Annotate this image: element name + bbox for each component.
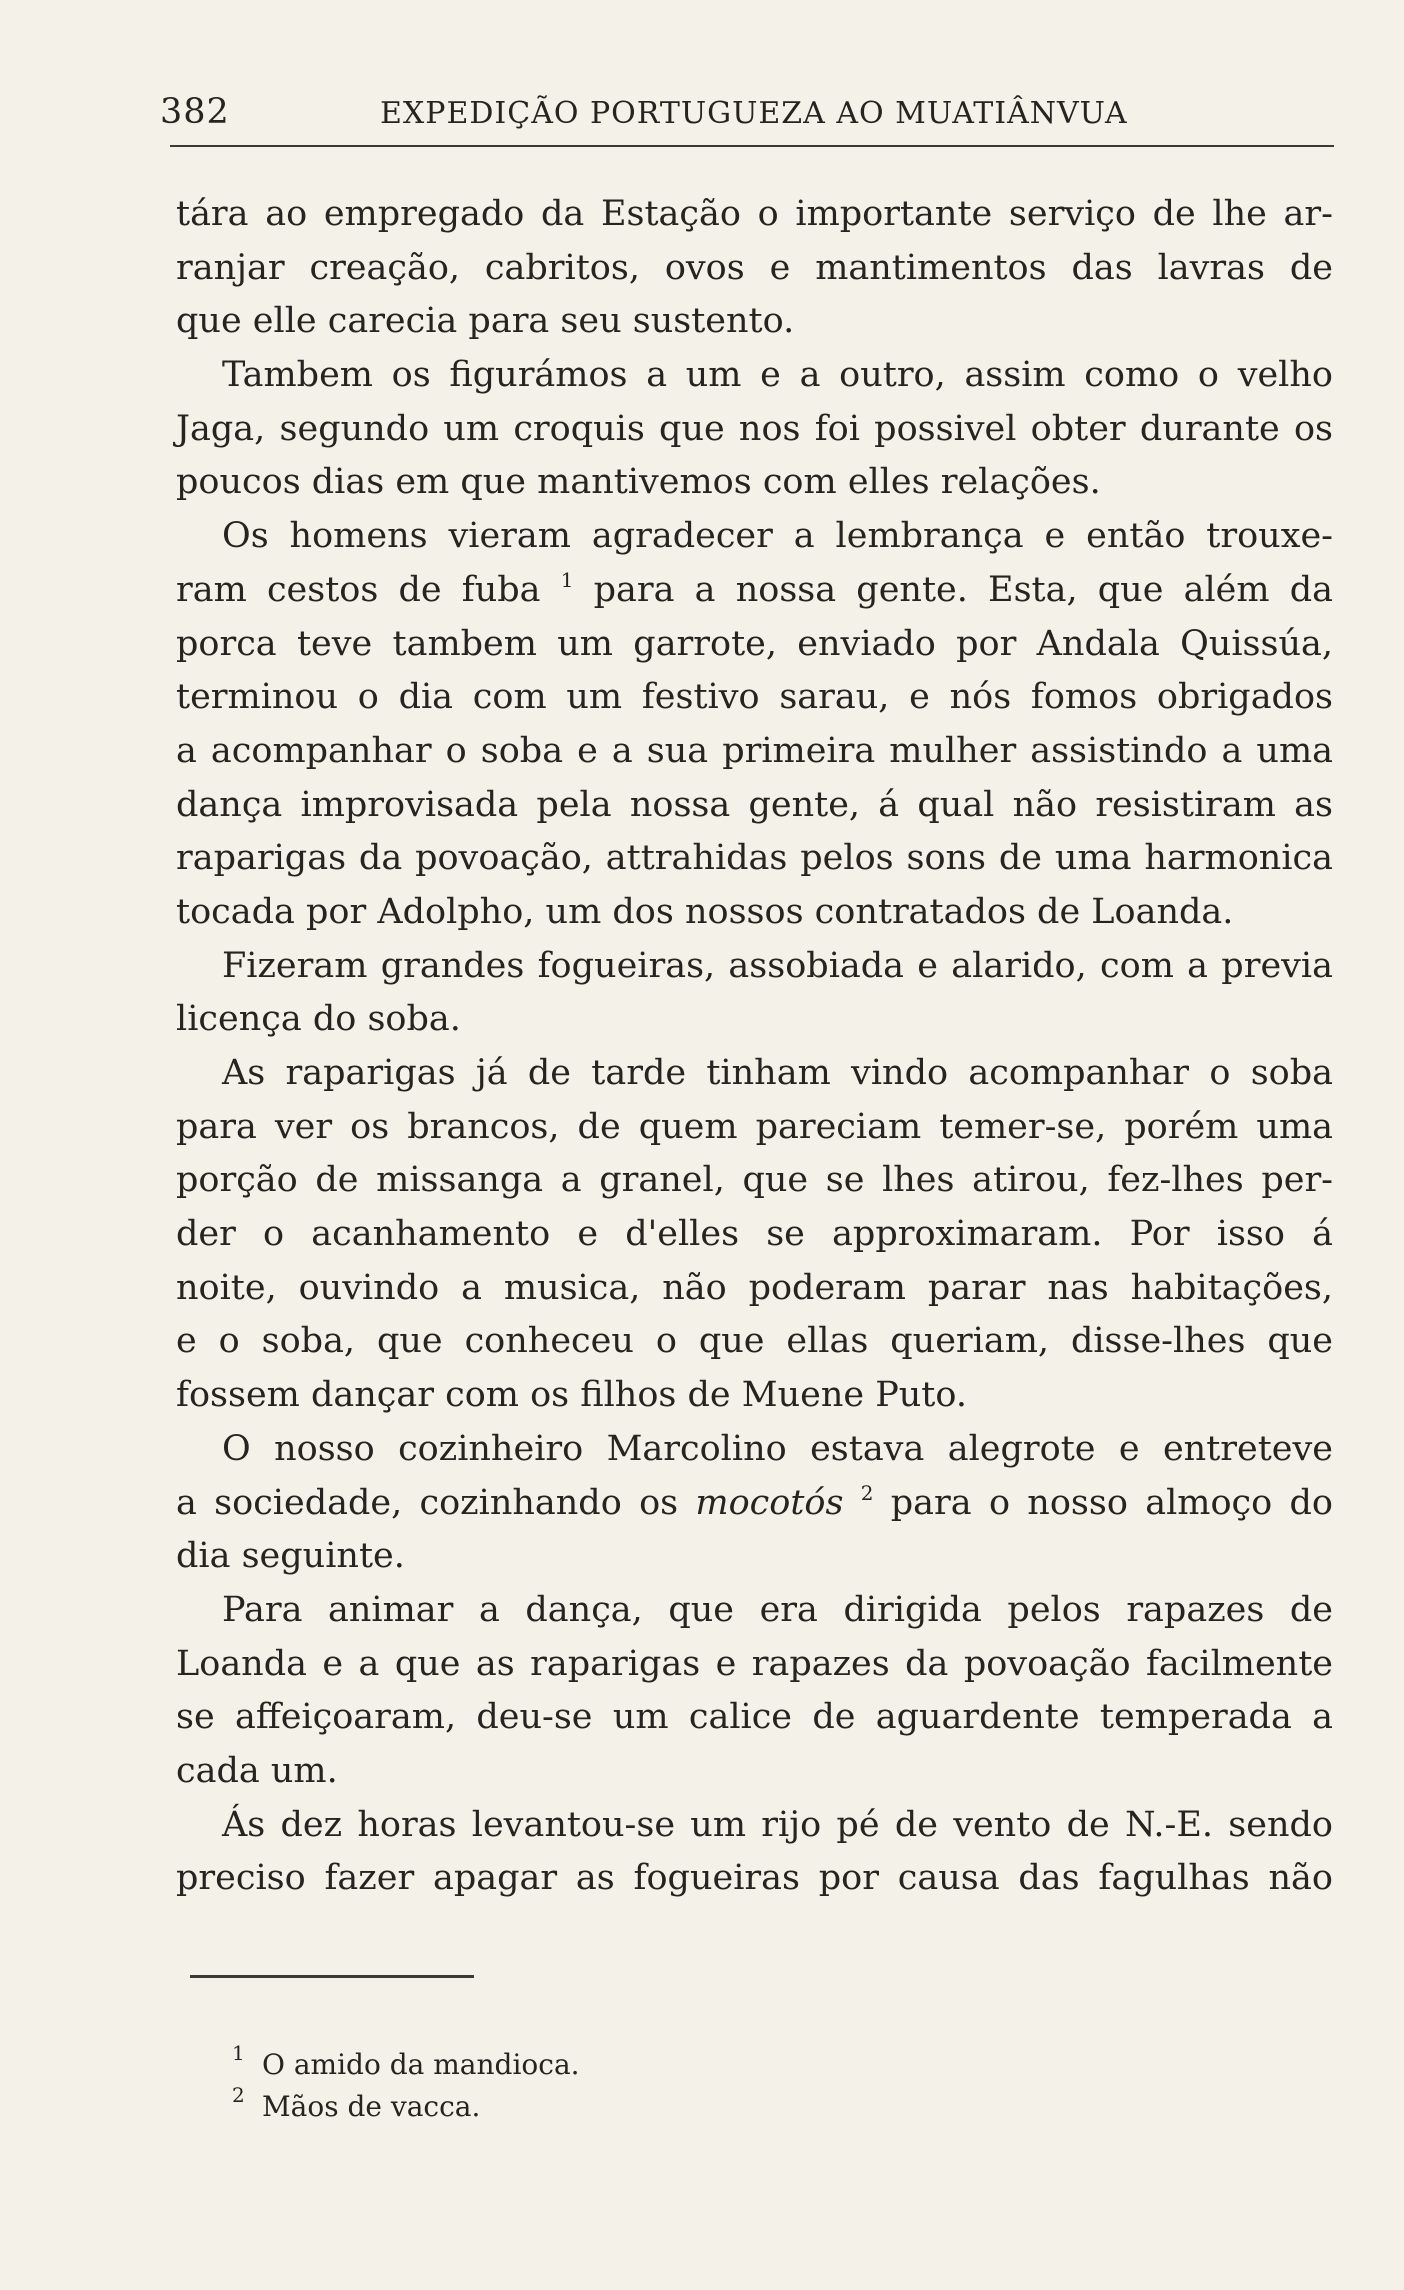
footnote: $^2$ Mãos de vacca. bbox=[232, 2083, 481, 2123]
text-line: terminou o dia com um festivo sarau, e nós fomos obrigados bbox=[176, 677, 1333, 718]
text-line: tocada por Adolpho, um dos nossos contratados de Loanda. bbox=[176, 891, 1234, 932]
text-line: fossem dançar com os filhos de Muene Puto. bbox=[176, 1375, 967, 1416]
footnotes bbox=[232, 2041, 1032, 2128]
text-line: tára ao empregado da Estação o importante serviço de lhe ar- bbox=[176, 194, 1333, 234]
text-line: Ás dez horas levantou-se um rijo pé de vento de N.-E. sendo bbox=[222, 1804, 1333, 1845]
running-title: EXPEDIÇÃO PORTUGUEZA AO MUATIÂNVUA bbox=[380, 96, 1128, 131]
text-segment: ram cestos de fuba bbox=[176, 569, 541, 610]
text-line: Fizeram grandes fogueiras, assobiada e alarido, com a previa bbox=[222, 945, 1333, 986]
text-line: O nosso cozinheiro Marcolino estava alegrote e entreteve bbox=[222, 1428, 1333, 1469]
text-line: ranjar creação, cabritos, ovos e mantimentos das lavras de bbox=[176, 247, 1333, 288]
text-line: poucos dias em que mantivemos com elles relações. bbox=[176, 462, 1101, 503]
footnote-text: O amido da mandioca. bbox=[262, 2048, 580, 2081]
body-text bbox=[176, 188, 1333, 1906]
text-line: a acompanhar o soba e a sua primeira mulher assistindo a uma bbox=[176, 730, 1333, 771]
text-line: e o soba, que conheceu o que ellas queriam, disse-lhes que bbox=[176, 1321, 1333, 1362]
page-number: 382 bbox=[160, 92, 230, 132]
text-line bbox=[176, 564, 1333, 618]
text-line: As raparigas já de tarde tinham vindo acompanhar o soba bbox=[222, 1053, 1333, 1093]
italic-term: mocotós bbox=[695, 1482, 844, 1523]
text-line: raparigas da povoação, attrahidas pelos sons de uma harmonica bbox=[176, 838, 1333, 879]
page-header bbox=[160, 80, 1330, 136]
text-line: Jaga, segundo um croquis que nos foi possivel obter durante os bbox=[176, 408, 1333, 449]
footnote-rule bbox=[190, 1975, 474, 1978]
footnote-text: Mãos de vacca. bbox=[262, 2090, 481, 2123]
text-segment: para o nosso almoço do bbox=[890, 1482, 1333, 1523]
text-line: que elle carecia para seu sustento. bbox=[176, 301, 795, 342]
header-rule bbox=[170, 145, 1334, 147]
text-line: dia seguinte. bbox=[176, 1536, 405, 1577]
text-segment: a sociedade, cozinhando os bbox=[176, 1482, 679, 1523]
text-line bbox=[176, 1477, 1333, 1531]
text-line: Loanda e a que as raparigas e rapazes da povoação facilmente bbox=[176, 1643, 1333, 1684]
footnote-ref: 1 bbox=[560, 567, 574, 592]
text-line: der o acanhamento e d'elles se approximaram. Por isso á bbox=[176, 1214, 1333, 1255]
text-line: preciso fazer apagar as fogueiras por causa das fagulhas não bbox=[176, 1858, 1333, 1899]
text-line: cada um. bbox=[176, 1750, 338, 1791]
text-line: Tambem os figurámos a um e a outro, assim como o velho bbox=[222, 355, 1333, 396]
text-line: porção de missanga a granel, que se lhes atirou, fez-lhes per- bbox=[176, 1160, 1333, 1201]
text-line: Para animar a dança, que era dirigida pelos rapazes de bbox=[222, 1589, 1333, 1630]
footnote-ref: 2 bbox=[860, 1480, 874, 1505]
text-line: Os homens vieram agradecer a lembrança e então trouxe- bbox=[222, 516, 1333, 557]
text-line: porca teve tambem um garrote, enviado por Andala Quissúa, bbox=[176, 623, 1333, 664]
text-line: para ver os brancos, de quem pareciam temer-se, porém uma bbox=[176, 1106, 1333, 1147]
footnote: $^1$ O amido da mandioca. bbox=[232, 2041, 580, 2081]
text-line: licença do soba. bbox=[176, 999, 461, 1040]
text-line: se affeiçoaram, deu-se um calice de aguardente temperada a bbox=[176, 1697, 1333, 1738]
text-line: noite, ouvindo a musica, não poderam parar nas habitações, bbox=[176, 1267, 1333, 1308]
text-segment: para a nossa gente. Esta, que além da bbox=[593, 569, 1333, 610]
text-line: dança improvisada pela nossa gente, á qual não resistiram as bbox=[176, 784, 1333, 825]
